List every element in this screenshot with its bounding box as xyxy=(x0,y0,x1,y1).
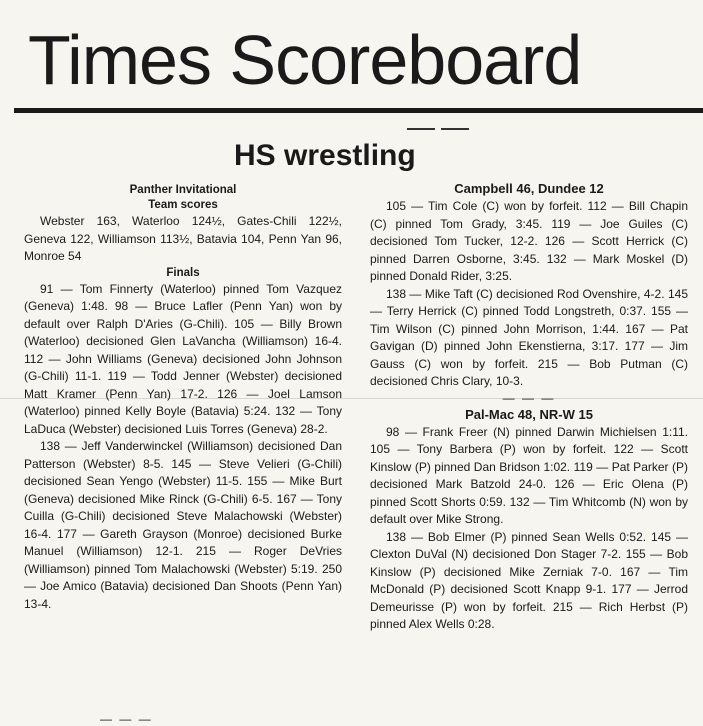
match-separator: — — — xyxy=(502,390,556,405)
team-scores-text: Webster 163, Waterloo 124½, Gates-Chili 122½, Geneva 122, Williamson 113½, Batavia 104, Penn Yan 96, Monroe 54 xyxy=(24,214,342,263)
team-scores-heading: Team scores xyxy=(148,199,218,211)
left-column xyxy=(24,183,342,613)
match1-paragraph-2: 138 — Mike Taft (C) decisioned Rod Ovenshire, 4-2. 145 — Terry Herrick (C) pinned Todd Longstreth, 0:37. 155 — Tim Wilson (C) pinned John Morrison, 1:44. 167 — Pat Gavigan (D) pinned John Ekenstierna, 3:17. 177 — Jim Gauss (C) won by forfeit. 215 — Bob Putman (C) decisioned Chris Clary, 10-3. xyxy=(370,286,688,388)
match1-paragraph-1: 105 — Tim Cole (C) won by forfeit. 112 — Bill Chapin (C) pinned Tom Grady, 3:45. 119 — Joe Guiles (C) decisioned Tom Tucker, 12-2. 126 — Scott Herrick (C) pinned Darren Osborne, 3:45. 132 — Mark Moskel (D) pinned Donald Rider, 3:25. xyxy=(370,199,688,283)
finals-paragraph-1: 91 — Tom Finnerty (Waterloo) pinned Tom Vazquez (Geneva) 1:48. 98 — Bruce Lafler (Penn Yan) won by default over Ralph D'Aries (G-Chili). 105 — Billy Brown (Waterloo) decisioned Glen LaVancha (Williamson) 16-4. 112 — John Williams (Geneva) decisioned John Johnson (G-Chili) 11-1. 119 — Todd Jenner (Webster) decisioned Matt Kramer (Penn Yan) 17-2. 126 — Joel Lamson (Waterloo) pinned Kelly Boyle (Batavia) 5:24. 132 — Tony LaDuca (Webster) decisioned Luis Torres (Geneva) 28-2. xyxy=(24,281,342,436)
finals-heading: Finals xyxy=(166,266,200,279)
match2-heading: Pal-Mac 48, NR-W 15 xyxy=(465,406,593,422)
bottom-separator: — — — xyxy=(100,712,153,726)
masthead-title: Times Scoreboard xyxy=(28,21,582,99)
finals-paragraph-2: 138 — Jeff Vanderwinckel (Williamson) decisioned Dan Patterson (Webster) 8-5. 145 — Steve Velieri (G-Chili) decisioned Sean Yengo (Webster) 11-5. 155 — Mike Burt (Geneva) decisioned Mike Rinck (G-Chili) 6-5. 167 — Tony Cuilla (G-Chili) decisioned Steve Malachowski (Webster) 16-4. 177 — Gareth Grayson (Monroe) decisioned Burke Manuel (Williamson) 12-1. 215 — Roger DeVries (Williamson) pinned Tom Malachowski (Webster) 5:19. 250 — Joe Amico (Batavia) decisioned Dan Shoots (Penn Yan) 13-4. xyxy=(24,439,342,611)
section-ornament xyxy=(407,128,472,130)
right-column xyxy=(370,180,688,634)
masthead xyxy=(14,2,703,120)
event-heading: Panther Invitational xyxy=(129,184,237,196)
section-title: HS wrestling xyxy=(234,139,416,172)
masthead-rule xyxy=(14,108,703,113)
match2-paragraph-2: 138 — Bob Elmer (P) pinned Sean Wells 0:52. 145 — Clexton DuVal (N) decisioned Don Stager 7-2. 155 — Bob Kinslow (P) decisioned Mike Zerniak 7-0. 167 — Tim McDonald (P) decisioned Scott Knapp 9-1. 177 — Jerrod Demeurisse (P) won by forfeit. 215 — Rich Herbst (P) pinned Alex Wells 0:28. xyxy=(370,529,688,631)
match1-heading: Campbell 46, Dundee 12 xyxy=(454,181,604,196)
match2-paragraph-1: 98 — Frank Freer (N) pinned Darwin Michielsen 1:11. 105 — Tony Barbera (P) won by forfeit. 122 — Scott Kinslow (P) pinned Dan Bridson 1:02. 119 — Pat Parker (P) decisioned Mark Batzold 24-0. 126 — Eric Olena (P) pinned Scott Shorts 0:59. 132 — Tim Whitcomb (N) won by default over Mike Strong. xyxy=(370,424,688,526)
